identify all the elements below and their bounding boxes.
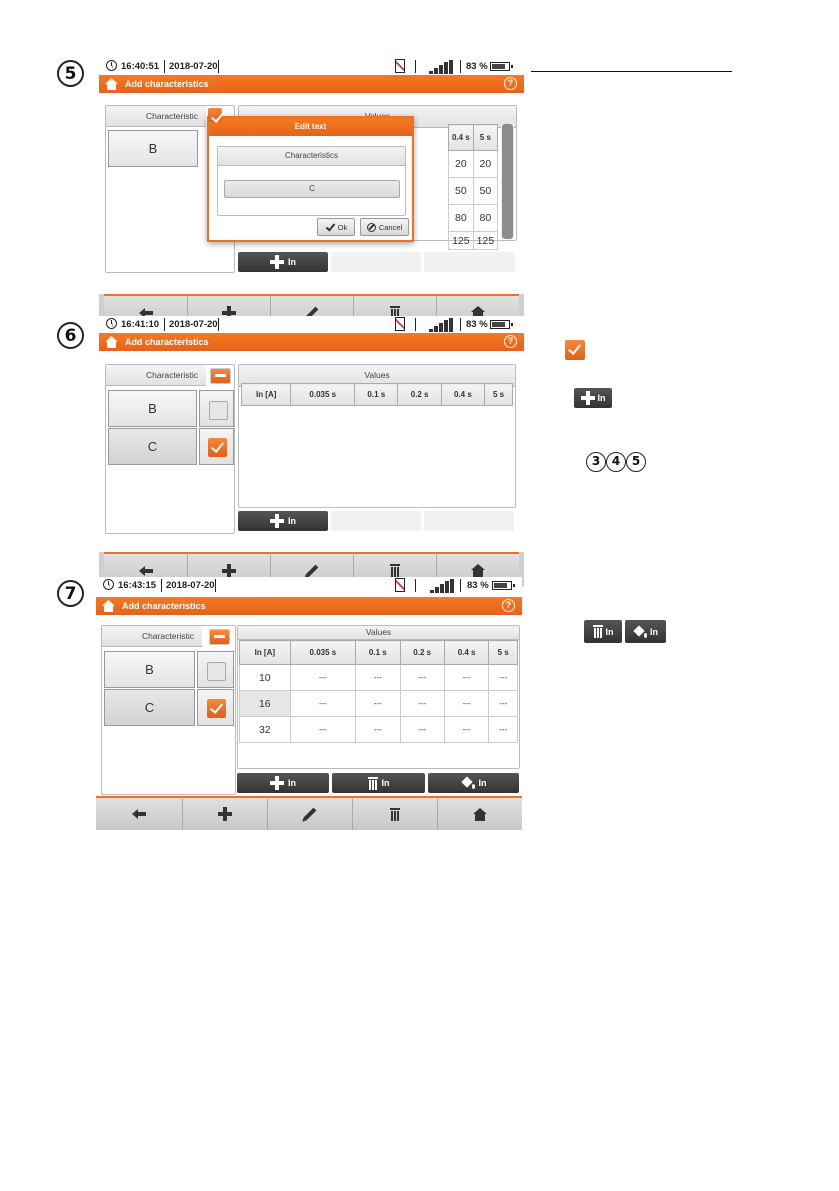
values-table: In [A] 0.035 s 0.1 s 0.2 s 0.4 s 5 s (241, 383, 513, 406)
battery-percent: 83 % (466, 319, 488, 330)
edit-button[interactable] (267, 796, 352, 830)
trash-icon (368, 777, 378, 790)
trash-icon (593, 625, 603, 638)
characteristic-c[interactable]: C (108, 428, 197, 465)
arrow-left-icon (139, 566, 153, 576)
add-in-icon: In (574, 388, 612, 408)
characteristic-b[interactable]: B (108, 130, 198, 167)
select-all-checkbox[interactable] (208, 108, 222, 122)
battery-icon (490, 320, 510, 329)
battery-icon (490, 62, 510, 71)
plus-icon (581, 391, 595, 405)
trash-icon (390, 808, 400, 821)
signal-strength-icon (429, 60, 457, 74)
characteristic-header: Characteristic (106, 106, 206, 127)
cancel-icon (367, 223, 376, 232)
characteristic-b[interactable]: B (104, 651, 195, 688)
page-title: Add characteristics (125, 337, 209, 347)
deselect-all-checkbox[interactable] (210, 368, 231, 384)
characteristic-b[interactable]: B (108, 390, 197, 427)
pencil-icon (306, 564, 319, 577)
step-number-5: 5 (57, 60, 84, 87)
home-icon (471, 564, 485, 577)
page-title: Add characteristics (125, 79, 209, 89)
paint-bucket-icon (633, 626, 647, 638)
step-number-6: 6 (57, 322, 84, 349)
back-button[interactable] (96, 796, 182, 830)
title-bar (99, 333, 524, 351)
add-in-button[interactable]: In (238, 511, 328, 531)
characteristic-b-checkbox[interactable] (199, 390, 234, 427)
clock-icon (106, 60, 117, 71)
plus-icon (218, 807, 232, 821)
help-icon[interactable]: ? (502, 599, 515, 612)
status-date: 2018-07-20 (169, 61, 218, 72)
characteristic-b-checkbox[interactable] (197, 651, 234, 688)
status-date: 2018-07-20 (169, 319, 218, 330)
plus-icon (270, 514, 284, 528)
status-bar (96, 577, 522, 594)
checkbox-checked-icon (565, 340, 585, 360)
no-memory-card-icon (395, 578, 405, 592)
delete-in-icon: In (584, 620, 622, 643)
values-panel (237, 625, 520, 769)
characteristic-c[interactable]: C (104, 689, 195, 726)
home-button[interactable] (437, 796, 522, 830)
help-icon[interactable]: ? (504, 77, 517, 90)
trash-icon (390, 564, 400, 577)
step-ref-5: 5 (626, 452, 646, 472)
plus-icon (222, 564, 236, 578)
battery-percent: 83 % (467, 580, 489, 591)
status-bar (99, 58, 524, 75)
bottom-toolbar (96, 796, 522, 830)
values-panel (238, 364, 516, 508)
home-icon[interactable] (105, 78, 118, 90)
values-table: 0.4 s 5 s 20 20 50 50 80 80 125 125 (448, 124, 498, 250)
screen-step-5 (99, 58, 524, 329)
characteristic-name-input[interactable]: C (224, 180, 400, 198)
characteristics-group: Characteristics C (217, 146, 406, 216)
fill-in-button-disabled (424, 252, 515, 272)
clock-icon (106, 318, 117, 329)
values-header: Values (238, 626, 519, 640)
help-icon[interactable]: ? (504, 335, 517, 348)
status-time: 16:43:15 (118, 580, 157, 591)
add-button[interactable] (182, 796, 267, 830)
signal-strength-icon (429, 318, 457, 332)
signal-strength-icon (430, 579, 458, 593)
leader-line (531, 71, 732, 72)
delete-in-button[interactable]: In (332, 773, 425, 793)
plus-icon (270, 776, 284, 790)
home-icon[interactable] (105, 336, 118, 348)
characteristic-header: Characteristic (106, 365, 206, 386)
add-in-button[interactable]: In (237, 773, 329, 793)
page-title: Add characteristics (122, 601, 206, 611)
arrow-left-icon (132, 809, 146, 819)
values-table: In [A] 0.035 s 0.1 s 0.2 s 0.4 s 5 s 10 --- --- --- --- --- 16 --- --- --- --- --- 32 --- --- --- --- --- (239, 640, 518, 743)
step-number-7: 7 (57, 580, 84, 607)
no-memory-card-icon (395, 317, 405, 331)
status-date: 2018-07-20 (166, 580, 215, 591)
title-bar (96, 597, 522, 615)
delete-in-button-disabled (331, 511, 421, 531)
table-row[interactable]: 10 --- --- --- --- --- (240, 665, 518, 691)
no-memory-card-icon (395, 59, 405, 73)
table-row[interactable]: 32 --- --- --- --- --- (240, 717, 518, 743)
title-bar (99, 75, 524, 93)
fill-in-icon: In (625, 620, 666, 643)
characteristic-panel (101, 625, 236, 795)
screen-step-6 (99, 316, 524, 587)
clock-icon (103, 579, 114, 590)
home-icon[interactable] (102, 600, 115, 612)
step-ref-4: 4 (606, 452, 626, 472)
delete-button[interactable] (352, 796, 437, 830)
characteristic-panel (105, 364, 235, 534)
paint-bucket-icon (461, 777, 475, 789)
deselect-all-checkbox[interactable] (209, 629, 230, 645)
status-time: 16:40:51 (121, 61, 160, 72)
table-row[interactable]: 16 --- --- --- --- --- (240, 691, 518, 717)
battery-percent: 83 % (466, 61, 488, 72)
characteristic-c-checkbox[interactable] (197, 689, 234, 726)
add-in-button[interactable]: In (238, 252, 328, 272)
values-header: Values (239, 365, 515, 387)
status-time: 16:41:10 (121, 319, 160, 330)
plus-icon (270, 255, 284, 269)
scrollbar[interactable] (501, 124, 514, 238)
fill-in-button-disabled (424, 511, 514, 531)
fill-in-button[interactable]: In (428, 773, 519, 793)
characteristic-header: Characteristic (102, 626, 202, 647)
cancel-button[interactable]: Cancel (360, 218, 409, 236)
check-icon (325, 223, 335, 231)
battery-icon (492, 581, 512, 590)
ok-button[interactable]: Ok (317, 218, 355, 236)
screen-step-7 (96, 577, 522, 830)
pencil-icon (304, 808, 317, 821)
home-icon (473, 808, 487, 821)
step-ref-3: 3 (586, 452, 606, 472)
status-bar (99, 316, 524, 333)
edit-text-dialog (207, 116, 414, 242)
delete-in-button-disabled (331, 252, 421, 272)
characteristic-c-checkbox[interactable] (199, 428, 234, 465)
dialog-title: Edit text (209, 118, 412, 136)
